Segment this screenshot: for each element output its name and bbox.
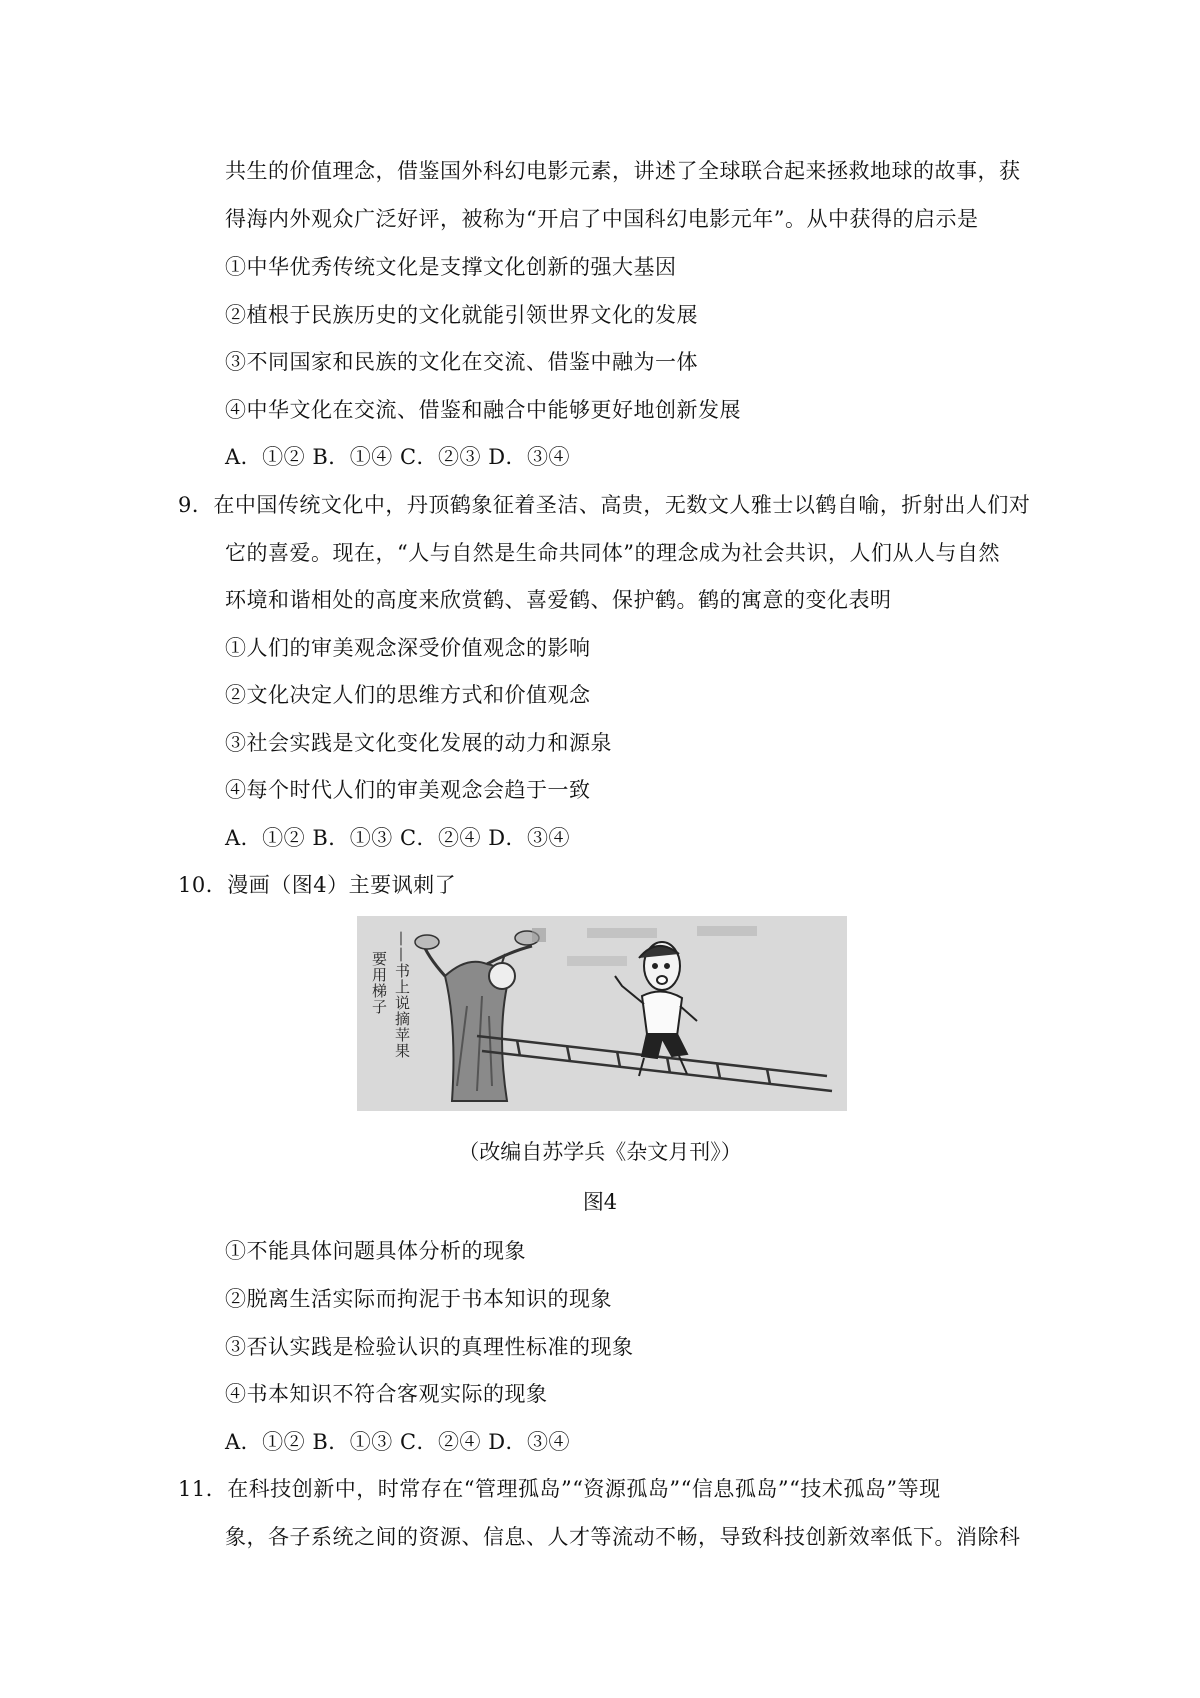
- q9-stem-line-1: 9．在中国传统文化中，丹顶鹤象征着圣洁、高贵，无数文人雅士以鹤自喻，折射出人们对: [178, 493, 1031, 517]
- cartoon-caption-b: 要用梯子: [370, 951, 388, 1015]
- cartoon-illustration: [357, 916, 847, 1111]
- q8-option-1: ①中华优秀传统文化是支撑文化创新的强大基因: [225, 255, 677, 279]
- q10-stem-line-1: 10．漫画（图4）主要讽刺了: [178, 873, 457, 897]
- q11-stem-line-2: 象，各子系统之间的资源、信息、人才等流动不畅，导致科技创新效率低下。消除科: [225, 1525, 1021, 1549]
- q8-stem-line-2: 得海内外观众广泛好评，被称为“开启了中国科幻电影元年”。从中获得的启示是: [225, 207, 979, 231]
- q8-option-4: ④中华文化在交流、借鉴和融合中能够更好地创新发展: [225, 398, 741, 422]
- cartoon-figure-4: [357, 916, 847, 1111]
- q9-option-1: ①人们的审美观念深受价值观念的影响: [225, 636, 591, 660]
- q9-choices: A．①② B．①③ C．②④ D．③④: [225, 826, 571, 850]
- q10-option-2: ②脱离生活实际而拘泥于书本知识的现象: [225, 1287, 612, 1311]
- q9-stem-line-3: 环境和谐相处的高度来欣赏鹤、喜爱鹤、保护鹤。鹤的寓意的变化表明: [225, 588, 892, 612]
- q10-option-4: ④书本知识不符合客观实际的现象: [225, 1382, 548, 1406]
- figure-label: 图4: [582, 1190, 618, 1214]
- q9-option-3: ③社会实践是文化变化发展的动力和源泉: [225, 731, 612, 755]
- q8-choices: A．①② B．①④ C．②③ D．③④: [225, 445, 571, 469]
- q9-option-2: ②文化决定人们的思维方式和价值观念: [225, 683, 591, 707]
- q10-option-1: ①不能具体问题具体分析的现象: [225, 1239, 526, 1263]
- q9-stem-line-2: 它的喜爱。现在，“人与自然是生命共同体”的理念成为社会共识，人们从人与自然: [225, 541, 1000, 565]
- cartoon-caption-a: ——书上说摘苹果: [393, 931, 411, 1059]
- man-figure: [615, 942, 697, 1076]
- q10-option-3: ③否认实践是检验认识的真理性标准的现象: [225, 1335, 634, 1359]
- q10-choices: A．①② B．①③ C．②④ D．③④: [225, 1430, 571, 1454]
- q8-stem-line-1: 共生的价值理念，借鉴国外科幻电影元素，讲述了全球联合起来拯救地球的故事，获: [225, 159, 1021, 183]
- q8-option-2: ②植根于民族历史的文化就能引领世界文化的发展: [225, 303, 698, 327]
- q9-option-4: ④每个时代人们的审美观念会趋于一致: [225, 778, 591, 802]
- q11-stem-line-1: 11．在科技创新中，时常存在“管理孤岛”“资源孤岛”“信息孤岛”“技术孤岛”等现: [178, 1477, 941, 1501]
- q8-option-3: ③不同国家和民族的文化在交流、借鉴中融为一体: [225, 350, 698, 374]
- apple-icon: [489, 963, 515, 989]
- figure-source: （改编自苏学兵《杂文月刊》）: [458, 1140, 742, 1164]
